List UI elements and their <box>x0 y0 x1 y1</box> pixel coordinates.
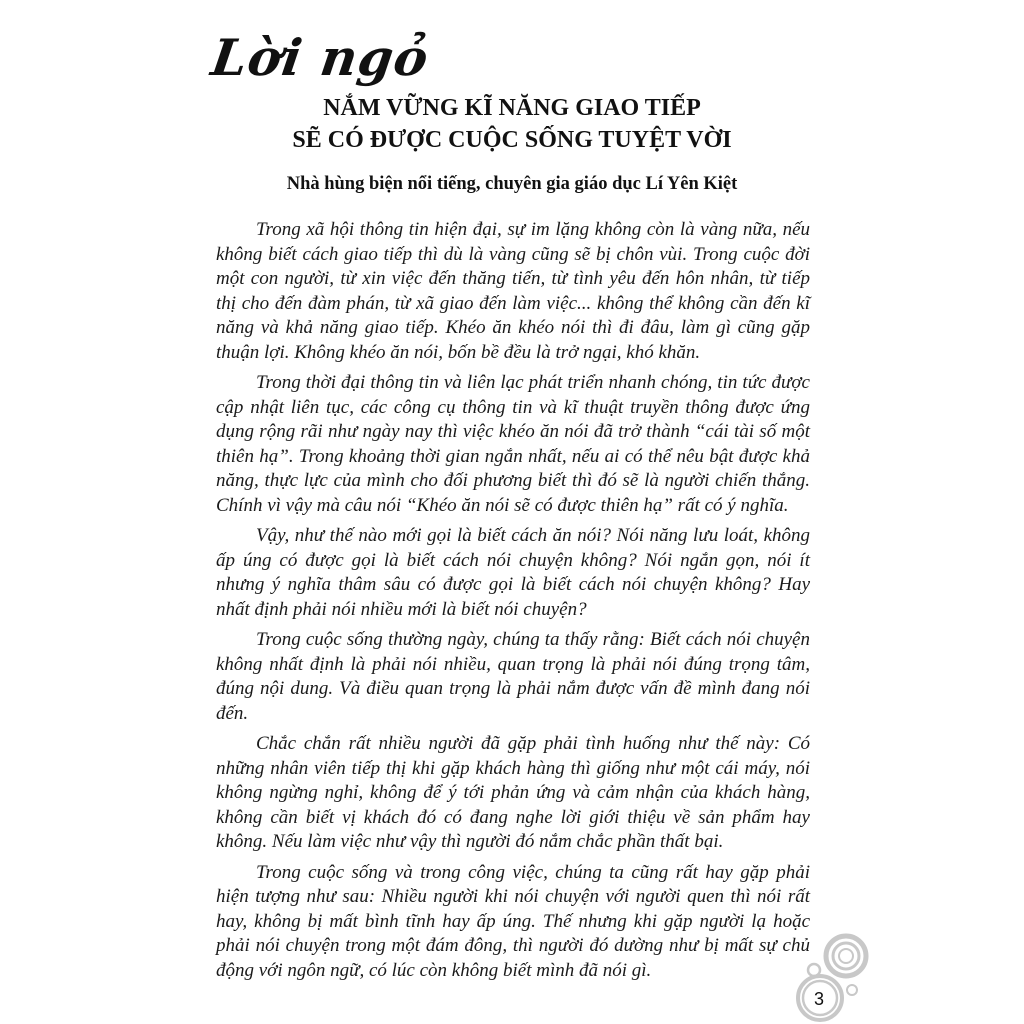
body-text <box>216 218 810 989</box>
paragraph: Trong xã hội thông tin hiện đại, sự im lặng không còn là vàng nữa, nếu không biết cách giao tiếp thì dù là vàng cũng sẽ bị chôn vùi. Trong cuộc đời một con người, từ xin việc đến thăng tiến, từ tình yêu đến hôn nhân, từ tiếp thị cho đến đàm phán, từ xã giao đến làm việc... không thể không cần đến kĩ năng và khả năng giao tiếp. Khéo ăn khéo nói thì đi đâu, làm gì cũng gặp thuận lợi. Không khéo ăn nói, bốn bề đều là trở ngại, khó khăn. <box>216 219 810 363</box>
paragraph: Vậy, như thế nào mới gọi là biết cách ăn nói? Nói năng lưu loát, không ấp úng có được gọi là biết cách nói chuyện không? Nói ngắn gọn, nói ít nhưng ý nghĩa thâm sâu có được gọi là biết cách nói chuyện không? Hay nhất định phải nói nhiều mới là biết nói chuyện? <box>216 525 810 620</box>
author-subtitle: Nhà hùng biện nổi tiếng, chuyên gia giáo dục Lí Yên Kiệt <box>286 174 738 194</box>
paragraph: Trong cuộc sống thường ngày, chúng ta thấy rằng: Biết cách nói chuyện không nhất định là phải nói nhiều, quan trọng là phải nói đúng trọng tâm, đúng nội dung. Và điều quan trọng là phải nắm được vấn đề mình đang nói đến. <box>216 629 810 724</box>
paragraph: Trong thời đại thông tin và liên lạc phát triển nhanh chóng, tin tức được cập nhật liên tục, các công cụ thông tin và kĩ thuật truyền thông được ứng dụng rộng rãi như ngày nay thì việc khéo ăn nói đã trở thành “cái tài số một thiên hạ”. Trong khoảng thời gian ngắn nhất, nếu ai có thể nêu bật được khả năng, thực lực của mình cho đối phương biết thì đó sẽ là người chiến thắng. Chính vì vậy mà câu nói “Khéo ăn nói sẽ có được thiên hạ” rất có ý nghĩa. <box>216 372 810 516</box>
page-number: 3 <box>813 989 824 1009</box>
chapter-title-line-1: NẮM VỮNG KĨ NĂNG GIAO TIẾP <box>323 95 701 121</box>
paragraph: Trong cuộc sống và trong công việc, chúng ta cũng rất hay gặp phải hiện tượng như sau: Nhiều người khi nói chuyện với người quen thì nói rất hay, không bị mất bình tĩnh hay ấp úng. Thế nhưng khi gặp người lạ hoặc phải nói chuyện trong một đám đông, thì người đó dường như bị mất sự chủ động với ngôn ngữ, có lúc còn không biết mình đã nói gì. <box>216 861 810 981</box>
chapter-title-line-2: SẼ CÓ ĐƯỢC CUỘC SỐNG TUYỆT VỜI <box>292 127 732 153</box>
chapter-title <box>212 92 812 156</box>
section-heading: Lời ngỏ <box>207 28 433 87</box>
paragraph: Chắc chắn rất nhiều người đã gặp phải tình huống như thế này: Có những nhân viên tiếp thị khi gặp khách hàng thì giống như một cái máy, nói không ngừng nghỉ, không để ý tới phản ứng và cảm nhận của khách hàng, không cần biết vị khách đó có đang nghe lời giới thiệu về sản phẩm hay không. Nếu làm việc như vậy thì người đó nắm chắc phần thất bại. <box>216 733 810 852</box>
